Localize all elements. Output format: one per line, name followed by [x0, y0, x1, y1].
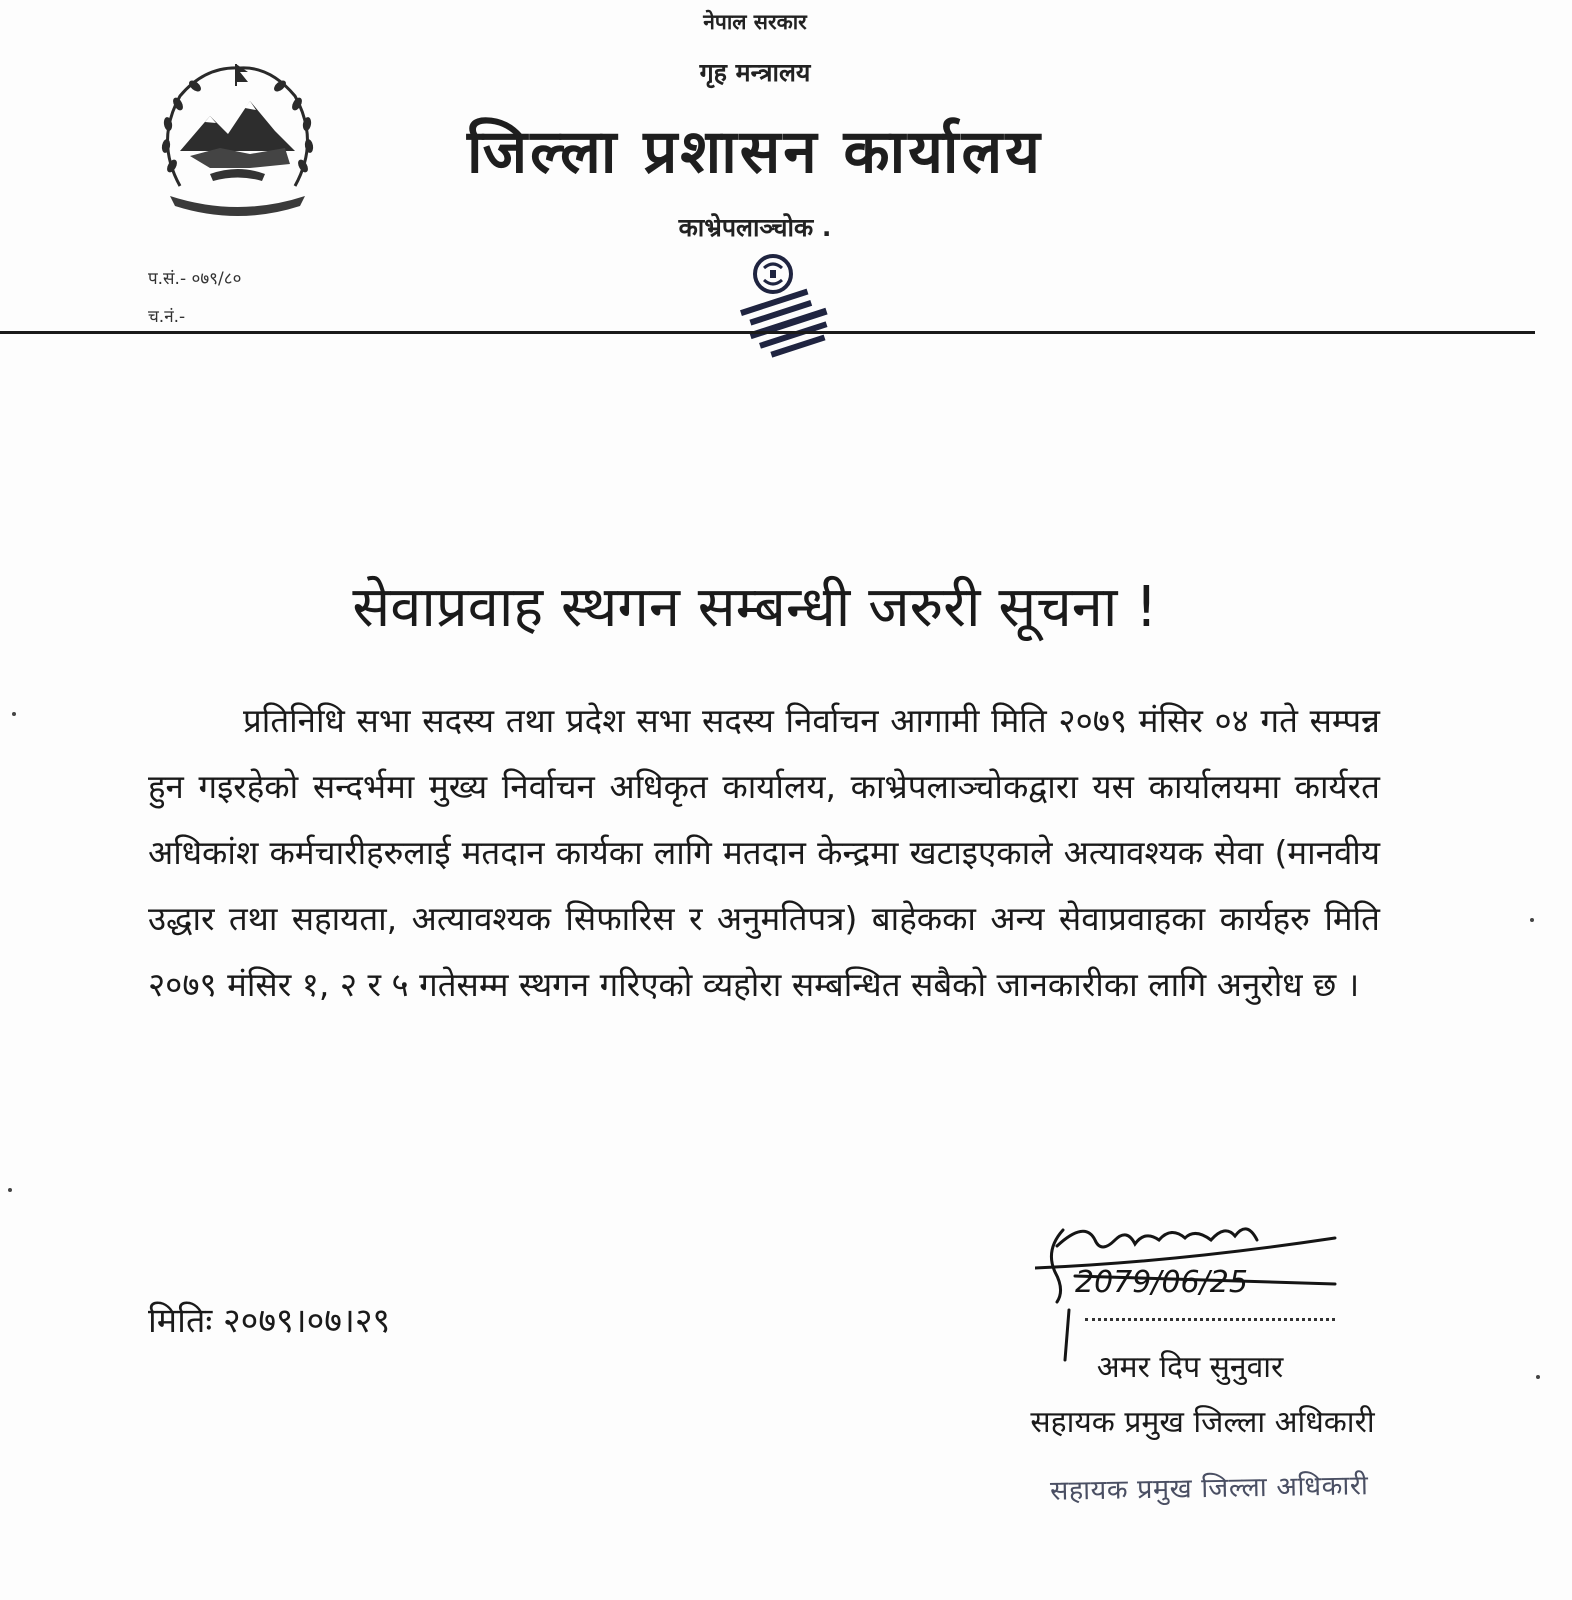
scan-speck: [8, 1188, 12, 1192]
designation-stamp: सहायक प्रमुख जिल्ला अधिकारी: [1049, 1470, 1369, 1507]
signature-line: [1085, 1318, 1335, 1321]
notice-body: प्रतिनिधि सभा सदस्य तथा प्रदेश सभा सदस्य निर्वाचन आगामी मिति २०७९ मंसिर ०४ गते सम्पन्न हुन गइरहेको सन्दर्भमा मुख्य निर्वाचन अधिकृत कार्यालय, काभ्रेपलाञ्चोकद्वारा यस कार्यालयमा कार्यरत अधिकांश कर्मचारीहरुलाई मतदान कार्यका लागि मतदान केन्द्रमा खटाइएकाले अत्यावश्यक सेवा (मानवीय उद्धार तथा सहायता, अत्यावश्यक सिफारिस र अनुमतिपत्र) बाहेकका अन्य सेवाप्रवाहका कार्यहरु मिति २०७९ मंसिर १, २ र ५ गतेसम्म स्थगन गरिएको व्यहोरा सम्बन्धित सबैको जानकारीका लागि अनुरोध छ ।: [148, 701, 1380, 1004]
signature-date: 2079/06/25: [1075, 1265, 1248, 1300]
scan-speck: [1536, 1375, 1540, 1379]
ministry-name: गृह मन्त्रालय: [699, 58, 811, 87]
district-name: काभ्रेपलाञ्चोक .: [678, 213, 832, 242]
government-name: नेपाल सरकार: [703, 10, 807, 34]
dispatch-number: च.नं.-: [148, 307, 186, 327]
header-divider: [0, 331, 1535, 334]
scan-speck: [1530, 918, 1534, 922]
office-title: जिल्ला प्रशासन कार्यालय: [467, 117, 1043, 187]
scan-speck: [12, 712, 16, 716]
signer-designation: सहायक प्रमुख जिल्ला अधिकारी: [1030, 1405, 1375, 1440]
notice-title: सेवाप्रवाह स्थगन सम्बन्धी जरुरी सूचना !: [352, 575, 1158, 640]
signer-name: अमर दिप सुनुवार: [1096, 1350, 1284, 1385]
office-seal-stamp-icon: [718, 252, 858, 372]
issue-date: मितिः २०७९।०७।२९: [148, 1301, 391, 1341]
reference-number: प.सं.- ०७९/८०: [148, 269, 242, 289]
